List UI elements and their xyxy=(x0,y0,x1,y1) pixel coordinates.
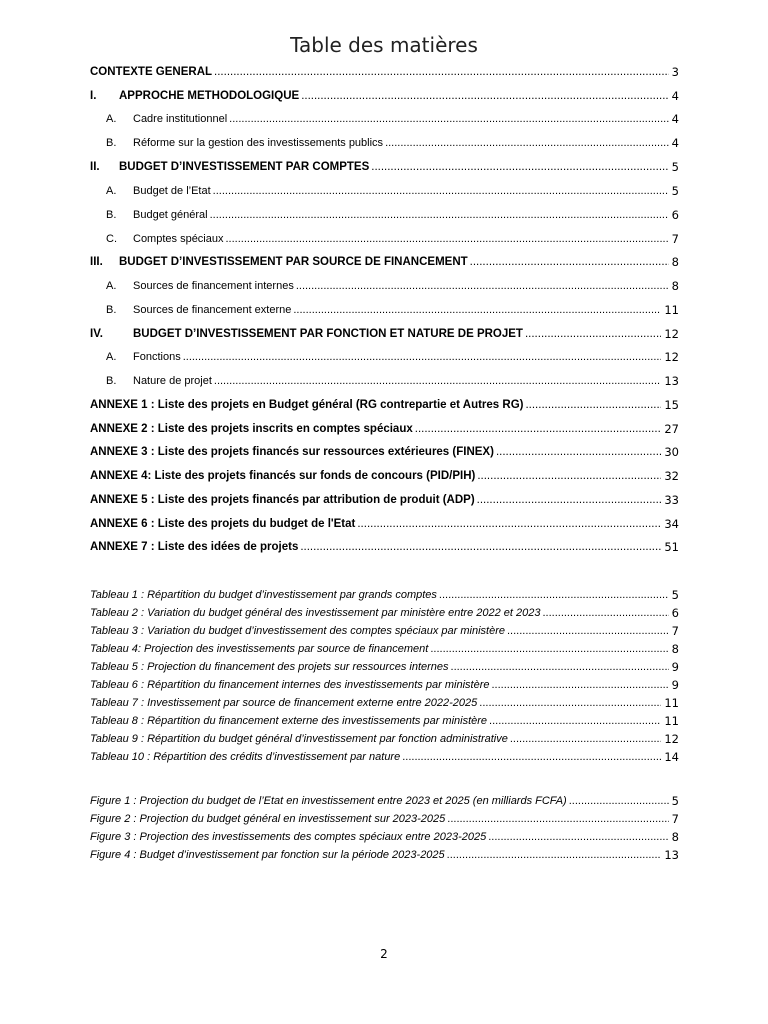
toc-page: 13 xyxy=(664,374,679,388)
toc-number: III. xyxy=(90,256,103,268)
toc-label: Budget général xyxy=(133,209,208,221)
table-list-entry[interactable] xyxy=(90,584,679,602)
table-page: 9 xyxy=(671,678,679,692)
table-label: Tableau 3 : Variation du budget d’investissement des comptes spéciaux par ministère xyxy=(90,625,505,637)
toc-page: 33 xyxy=(664,493,679,507)
toc-leader xyxy=(439,588,669,602)
toc-entry-section-4[interactable] xyxy=(90,323,679,341)
toc-label: APPROCHE METHODOLOGIQUE xyxy=(119,90,300,102)
toc-entry-annexe-6[interactable] xyxy=(90,513,679,531)
toc-leader xyxy=(470,255,669,269)
table-label: Tableau 1 : Répartition du budget d’investissement par grands comptes xyxy=(90,589,437,601)
page-title: Table des matières xyxy=(290,33,478,57)
toc-entry-annexe-2[interactable] xyxy=(90,418,679,436)
page-number: 2 xyxy=(380,947,388,961)
toc-leader xyxy=(183,350,662,364)
figure-page: 5 xyxy=(671,794,679,808)
table-label: Tableau 6 : Répartition du financement internes des investissements par ministère xyxy=(90,679,490,691)
toc-leader xyxy=(496,445,661,459)
toc-entry-annexe-4[interactable] xyxy=(90,465,679,483)
toc-leader xyxy=(415,422,662,436)
toc-leader xyxy=(569,794,669,808)
toc-label: Budget de l’Etat xyxy=(133,185,211,197)
toc-number: B. xyxy=(106,209,117,221)
toc-number: II. xyxy=(90,161,100,173)
toc-leader xyxy=(213,184,669,198)
toc-page: 12 xyxy=(664,350,679,364)
toc-leader xyxy=(371,160,668,174)
toc-label: ANNEXE 1 : Liste des projets en Budget général (RG contrepartie et Autres RG) xyxy=(90,399,524,411)
table-list-entry[interactable] xyxy=(90,692,679,710)
table-label: Tableau 10 : Répartition des crédits d’investissement par nature xyxy=(90,751,401,763)
table-label: Tableau 5 : Projection du financement des projets sur ressources internes xyxy=(90,661,449,673)
toc-number: B. xyxy=(106,375,117,387)
toc-page: 30 xyxy=(664,445,679,459)
toc-page: 8 xyxy=(671,279,679,293)
table-label: Tableau 8 : Répartition du financement externe des investissements par ministère xyxy=(90,715,488,727)
toc-label: CONTEXTE GENERAL xyxy=(90,66,213,78)
toc-label: Sources de financement internes xyxy=(133,280,294,292)
figure-list-entry[interactable] xyxy=(90,790,679,808)
toc-leader xyxy=(477,493,662,507)
table-list-entry[interactable] xyxy=(90,656,679,674)
toc-entry-annexe-1[interactable] xyxy=(90,394,679,412)
toc-entry-1a[interactable] xyxy=(90,108,679,126)
toc-leader xyxy=(489,714,661,728)
toc-number: A. xyxy=(106,351,117,363)
toc-label: Nature de projet xyxy=(133,375,212,387)
figure-label: Figure 1 : Projection du budget de l’Etat en investissement entre 2023 et 2025 (en milliards FCFA) xyxy=(90,795,567,807)
toc-label: Sources de financement externe xyxy=(133,304,292,316)
toc-page: 5 xyxy=(671,184,679,198)
toc-page: 4 xyxy=(671,112,679,126)
figure-page: 8 xyxy=(671,830,679,844)
toc-page: 34 xyxy=(664,517,679,531)
toc-entry-4b[interactable] xyxy=(90,370,679,388)
toc-leader xyxy=(488,830,668,844)
toc-label: Cadre institutionnel xyxy=(133,113,228,125)
toc-leader xyxy=(210,208,669,222)
toc-entry-2b[interactable] xyxy=(90,204,679,222)
toc-number: A. xyxy=(106,185,117,197)
toc-entry-2c[interactable] xyxy=(90,228,679,246)
toc-entry-1b[interactable] xyxy=(90,132,679,150)
toc-leader xyxy=(510,732,662,746)
toc-leader xyxy=(229,112,669,126)
toc-leader xyxy=(214,65,669,79)
toc-label: Réforme sur la gestion des investissements publics xyxy=(133,137,384,149)
toc-entry-3a[interactable] xyxy=(90,275,679,293)
toc-leader xyxy=(447,812,668,826)
toc-page: 7 xyxy=(671,232,679,246)
toc-leader xyxy=(301,89,668,103)
toc-page: 15 xyxy=(664,398,679,412)
toc-label: Fonctions xyxy=(133,351,181,363)
toc-entry-3b[interactable] xyxy=(90,299,679,317)
toc-entry-annexe-3[interactable] xyxy=(90,441,679,459)
toc-page: 12 xyxy=(664,327,679,341)
toc-label: Comptes spéciaux xyxy=(133,233,224,245)
table-page: 6 xyxy=(671,606,679,620)
table-list-entry[interactable] xyxy=(90,728,679,746)
table-page: 8 xyxy=(671,642,679,656)
table-page: 5 xyxy=(671,588,679,602)
toc-label: ANNEXE 7 : Liste des idées de projets xyxy=(90,541,299,553)
figure-list-entry[interactable] xyxy=(90,844,679,862)
toc-label: BUDGET D’INVESTISSEMENT PAR FONCTION ET NATURE DE PROJET xyxy=(133,328,523,340)
toc-leader xyxy=(402,750,661,764)
toc-label: ANNEXE 2 : Liste des projets inscrits en comptes spéciaux xyxy=(90,423,413,435)
toc-label: ANNEXE 5 : Liste des projets financés par attribution de produit (ADP) xyxy=(90,494,475,506)
toc-page: 11 xyxy=(664,303,679,317)
toc-number: I. xyxy=(90,90,97,102)
table-list-entry[interactable] xyxy=(90,710,679,728)
table-page: 11 xyxy=(664,696,679,710)
table-list-entry[interactable] xyxy=(90,638,679,656)
figure-page: 7 xyxy=(671,812,679,826)
toc-leader xyxy=(293,303,661,317)
toc-number: IV. xyxy=(90,328,104,340)
toc-entry-4a[interactable] xyxy=(90,346,679,364)
toc-label: ANNEXE 6 : Liste des projets du budget de l'Etat xyxy=(90,518,356,530)
toc-leader xyxy=(477,469,661,483)
toc-leader xyxy=(507,624,669,638)
toc-leader xyxy=(226,232,669,246)
toc-leader xyxy=(542,606,668,620)
toc-leader xyxy=(525,398,661,412)
toc-leader xyxy=(479,696,661,710)
toc-entry-section-2[interactable] xyxy=(90,156,679,174)
toc-entry-section-1[interactable] xyxy=(90,85,679,103)
table-page: 9 xyxy=(671,660,679,674)
table-list-entry[interactable] xyxy=(90,746,679,764)
toc-leader xyxy=(491,678,668,692)
table-label: Tableau 4: Projection des investissements par source de financement xyxy=(90,643,429,655)
toc-label: BUDGET D’INVESTISSEMENT PAR SOURCE DE FINANCEMENT xyxy=(119,256,468,268)
toc-entry-annexe-5[interactable] xyxy=(90,489,679,507)
toc-page: 32 xyxy=(664,469,679,483)
toc-leader xyxy=(296,279,669,293)
toc-page: 3 xyxy=(671,65,679,79)
toc-leader xyxy=(525,327,661,341)
figure-list-entry[interactable] xyxy=(90,808,679,826)
table-label: Tableau 2 : Variation du budget général des investissement par ministère entre 2022 et 2023 xyxy=(90,607,541,619)
toc-page: 5 xyxy=(671,160,679,174)
toc-leader xyxy=(214,374,661,388)
table-label: Tableau 9 : Répartition du budget général d’investissement par fonction administrative xyxy=(90,733,508,745)
toc-number: B. xyxy=(106,304,117,316)
toc-page: 4 xyxy=(671,89,679,103)
toc-entry-annexe-7[interactable] xyxy=(90,536,679,554)
table-page: 11 xyxy=(664,714,679,728)
figure-label: Figure 4 : Budget d’investissement par fonction sur la période 2023-2025 xyxy=(90,849,445,861)
toc-number: C. xyxy=(106,233,117,245)
table-list-entry[interactable] xyxy=(90,620,679,638)
toc-leader xyxy=(451,660,669,674)
table-list-entry[interactable] xyxy=(90,602,679,620)
toc-entry-section-3[interactable] xyxy=(90,251,679,269)
toc-leader xyxy=(300,540,661,554)
figure-list-entry[interactable] xyxy=(90,826,679,844)
toc-leader xyxy=(447,848,662,862)
toc-entry-contexte[interactable] xyxy=(90,61,679,79)
figure-label: Figure 3 : Projection des investissements des comptes spéciaux entre 2023-2025 xyxy=(90,831,487,843)
toc-label: ANNEXE 3 : Liste des projets financés sur ressources extérieures (FINEX) xyxy=(90,446,494,458)
toc-number: A. xyxy=(106,113,117,125)
figure-page: 13 xyxy=(664,848,679,862)
table-page: 7 xyxy=(671,624,679,638)
table-page: 14 xyxy=(664,750,679,764)
toc-page: 27 xyxy=(664,422,679,436)
toc-page: 8 xyxy=(671,255,679,269)
toc-leader xyxy=(430,642,668,656)
toc-label: ANNEXE 4: Liste des projets financés sur fonds de concours (PID/PIH) xyxy=(90,470,476,482)
toc-number: A. xyxy=(106,280,117,292)
toc-number: B. xyxy=(106,137,117,149)
toc-page: 6 xyxy=(671,208,679,222)
toc-leader xyxy=(357,517,661,531)
toc-leader xyxy=(385,136,669,150)
table-page: 12 xyxy=(664,732,679,746)
toc-page: 4 xyxy=(671,136,679,150)
toc-page: 51 xyxy=(664,540,679,554)
table-label: Tableau 7 : Investissement par source de financement externe entre 2022-2025 xyxy=(90,697,478,709)
figure-label: Figure 2 : Projection du budget général en investissement sur 2023-2025 xyxy=(90,813,446,825)
toc-label: BUDGET D’INVESTISSEMENT PAR COMPTES xyxy=(119,161,370,173)
toc-entry-2a[interactable] xyxy=(90,180,679,198)
table-list-entry[interactable] xyxy=(90,674,679,692)
